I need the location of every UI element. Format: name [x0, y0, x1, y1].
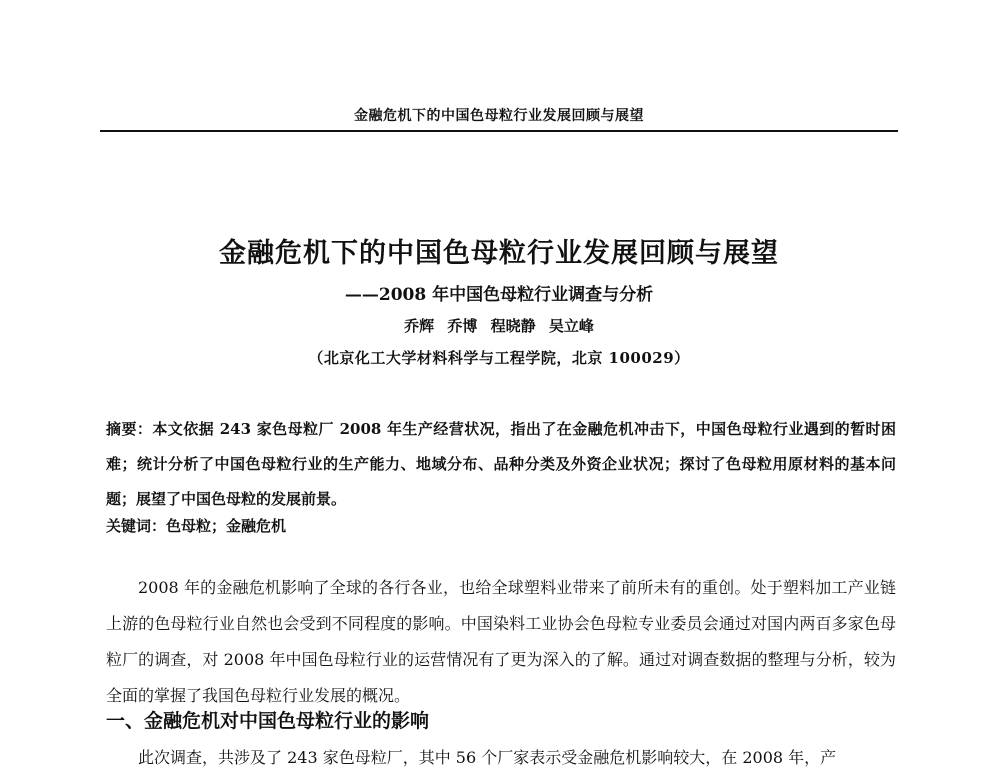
keywords-label: 关键词： [106, 517, 167, 535]
intro-paragraph: 2008 年的金融危机影响了全球的各行各业，也给全球塑料业带来了前所未有的重创。处于塑料加工产业链上游的色母粒行业自然也会受到不同程度的影响。中国染料工业协会色母粒专业委员会通过对国内两百多家色母粒厂的调查，对 2008 年中国色母粒行业的运营情况有了更为深入的了解。通过对调查数据的整理与分析，较为全面的掌握了我国色母粒行业发展的概况。 [106, 578, 896, 705]
paper-subtitle: ——2008 年中国色母粒行业调查与分析 [344, 285, 654, 305]
abstract-label: 摘要： [106, 420, 153, 438]
abstract-text: 本文依据 243 家色母粒厂 2008 年生产经营状况，指出了在金融危机冲击下，中国色母粒行业遇到的暂时困难；统计分析了中国色母粒行业的生产能力、地域分布、品种分类及外资企业状况；探讨了色母粒用原材料的基本问题；展望了中国色母粒的发展前景。 [106, 420, 896, 508]
keywords [106, 515, 896, 536]
affiliation: （北京化工大学材料科学与工程学院，北京 100029） [308, 349, 690, 367]
authors: 乔辉 乔博 程晓静 吴立峰 [404, 317, 594, 335]
section-paragraph: 此次调查，共涉及了 243 家色母粒厂，其中 56 个厂家表示受金融危机影响较大，在 2008 年，产 [138, 748, 837, 767]
header-rule [100, 130, 898, 132]
running-header: 金融危机下的中国色母粒行业发展回顾与展望 [354, 108, 644, 124]
abstract [106, 412, 896, 517]
paper-title: 金融危机下的中国色母粒行业发展回顾与展望 [219, 238, 779, 269]
section-heading: 一、金融危机对中国色母粒行业的影响 [106, 710, 430, 732]
keywords-text: 色母粒；金融危机 [166, 517, 287, 535]
